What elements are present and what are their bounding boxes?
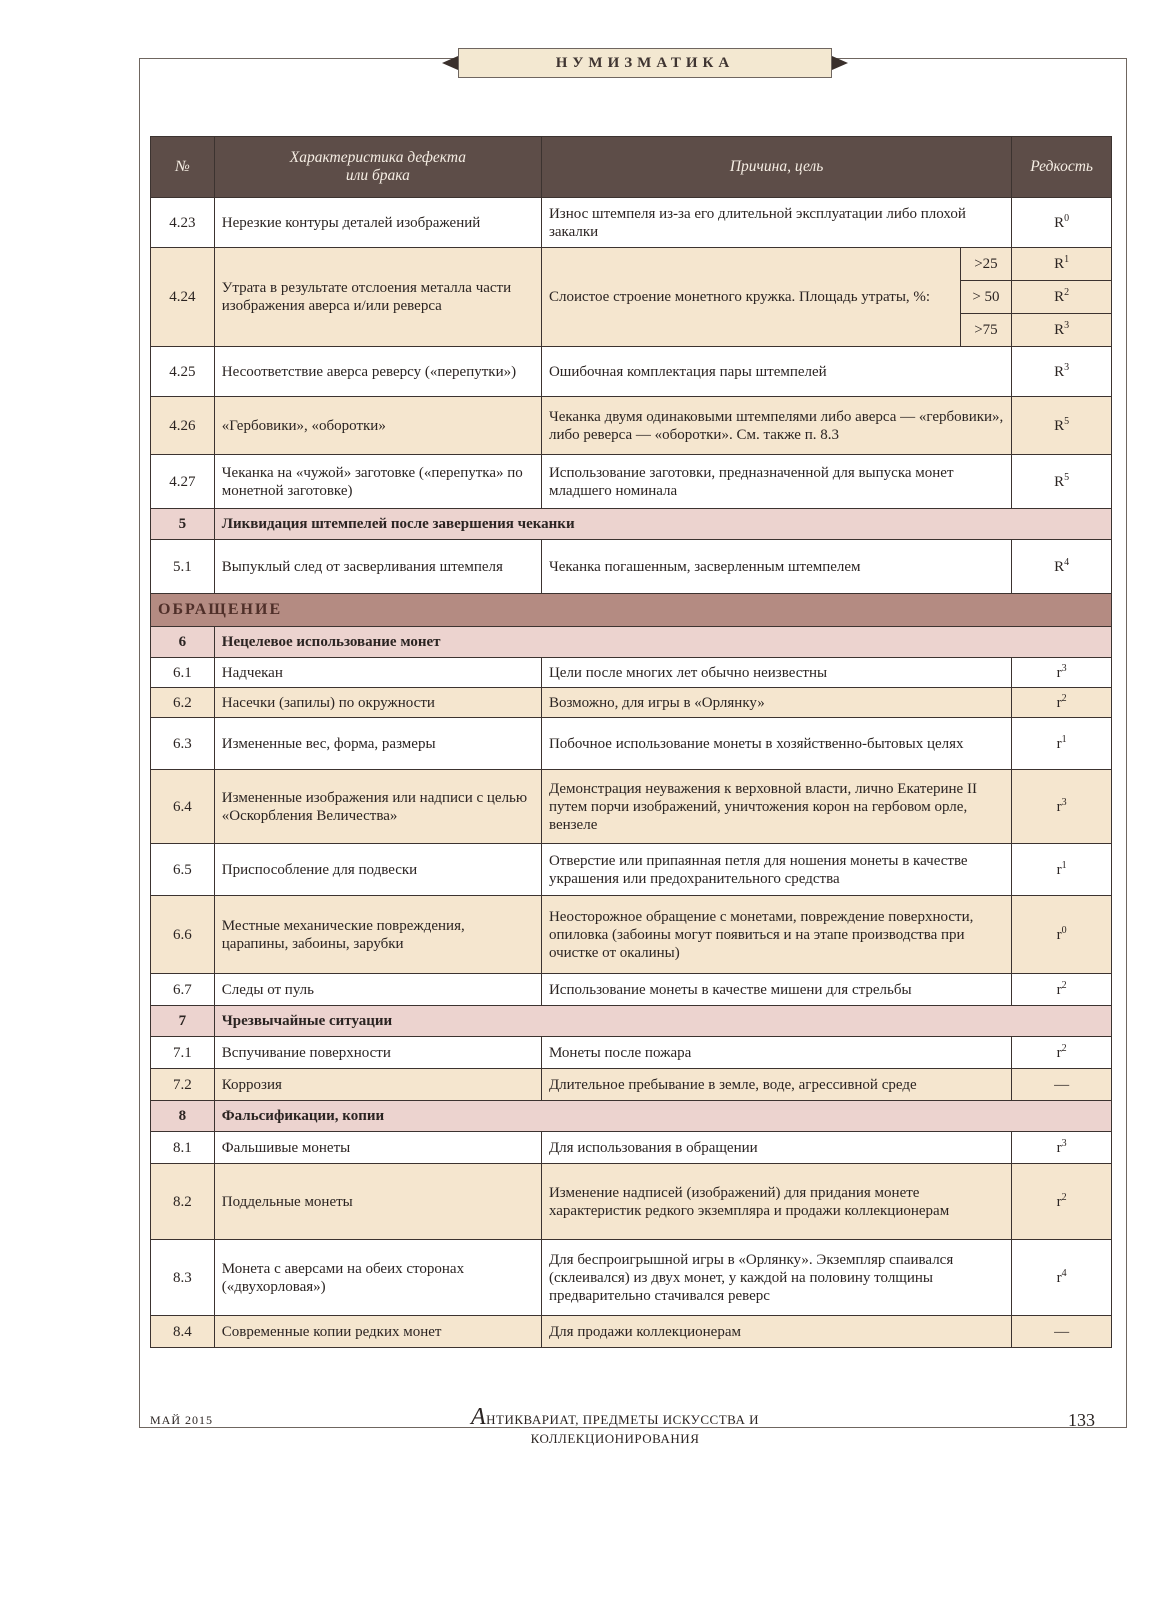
defect-text: Измененные изображения или надписи с целью «Оскорбления Величества» [214,770,541,844]
group-row [151,627,1112,658]
table-row [151,718,1112,770]
rarity-value: $R^0$ [1012,198,1112,248]
table-row [151,974,1112,1006]
row-number: 4.24 [151,248,215,347]
table-row [151,896,1112,974]
cause-text: Для использования в обращении [541,1132,1011,1164]
rarity-value: $r^0$ [1012,896,1112,974]
page-number: 133 [1068,1410,1095,1430]
table-row [151,1037,1112,1069]
cause-text: Использование монеты в качестве мишени для стрельбы [541,974,1011,1006]
cause-text: Побочное использование монеты в хозяйственно-бытовых целях [541,718,1011,770]
row-number: 7.1 [151,1037,215,1069]
group-row [151,1006,1112,1037]
table-row [151,1132,1112,1164]
section-tag-right-arrow-icon [832,56,848,70]
rarity-value: $r^2$ [1012,974,1112,1006]
cause-text: Для продажи коллекционерам [541,1316,1011,1348]
table-row [151,1240,1112,1316]
row-number: 5.1 [151,540,215,594]
defect-text: Измененные вес, форма, размеры [214,718,541,770]
cause-text: Ошибочная комплектация пары штемпелей [541,347,1011,397]
rarity-value: $r^4$ [1012,1240,1112,1316]
cause-text: Монеты после пожара [541,1037,1011,1069]
table-row [151,198,1112,248]
row-number: 4.23 [151,198,215,248]
defect-text: Фальшивые монеты [214,1132,541,1164]
issue-date: МАЙ 2015 [150,1413,214,1427]
magazine-title: АНТИКВАРИАТ, ПРЕДМЕТЫ ИСКУССТВА И КОЛЛЕКЦИОНИРОВАНИЯ [470,1404,760,1446]
rarity-value: $r^1$ [1012,718,1112,770]
defect-text: Выпуклый след от засверливания штемпеля [214,540,541,594]
col-header-num: № [151,137,215,198]
rarity-value: — [1012,1316,1112,1348]
group-row [151,509,1112,540]
group-title: Фальсификации, копии [214,1101,1111,1132]
defect-text: Следы от пуль [214,974,541,1006]
part-row [151,594,1112,627]
defect-text: Вспучивание поверхности [214,1037,541,1069]
table-row [151,397,1112,455]
defect-text: Приспособление для подвески [214,844,541,896]
rarity-value: $r^1$ [1012,844,1112,896]
defect-text: Чеканка на «чужой» заготовке («перепутка» по монетной заготовке) [214,455,541,509]
rarity-value: $r^2$ [1012,1037,1112,1069]
defect-text: Местные механические повреждения, царапины, забоины, зарубки [214,896,541,974]
cause-text: Износ штемпеля из-за его длительной эксплуатации либо плохой закалки [541,198,1011,248]
defect-text: Надчекан [214,658,541,688]
defect-text: Современные копии редких монет [214,1316,541,1348]
group-title: Нецелевое использование монет [214,627,1111,658]
table-row [151,844,1112,896]
row-number: 8.2 [151,1164,215,1240]
row-number: 8.1 [151,1132,215,1164]
table-row [151,770,1112,844]
cause-text: Неосторожное обращение с монетами, повреждение поверхности, опиловка (забоины могут появиться и на этапе производства при очистке от окалины) [541,896,1011,974]
rarity-value: $r^3$ [1012,1132,1112,1164]
defects-table [150,136,1112,1348]
row-number: 8.4 [151,1316,215,1348]
area-threshold: > 50 [960,281,1011,314]
rarity-value: $R^1$ [1012,248,1112,281]
table-header-row [151,137,1112,198]
group-number: 5 [151,509,215,540]
row-number: 6.2 [151,688,215,718]
rarity-value: $R^5$ [1012,397,1112,455]
row-number: 6.1 [151,658,215,688]
defect-text: Монета с аверсами на обеих сторонах («двухорловая») [214,1240,541,1316]
row-number: 6.6 [151,896,215,974]
rarity-value: $R^2$ [1012,281,1112,314]
rarity-value: $R^3$ [1012,347,1112,397]
defect-text: Поддельные монеты [214,1164,541,1240]
group-number: 8 [151,1101,215,1132]
part-title: ОБРАЩЕНИЕ [151,594,1112,627]
group-number: 7 [151,1006,215,1037]
cause-text: Длительное пребывание в земле, воде, агрессивной среде [541,1069,1011,1101]
group-number: 6 [151,627,215,658]
col-header-defect: Характеристика дефекта или брака [214,137,541,198]
row-number: 4.25 [151,347,215,397]
cause-text: Изменение надписей (изображений) для придания монете характеристик редкого экземпляра и продажи коллекционерам [541,1164,1011,1240]
cause-text: Чеканка двумя одинаковыми штемпелями либо аверса — «гербовики», либо реверса — «оборотки». См. также п. 8.3 [541,397,1011,455]
defect-text: Нерезкие контуры деталей изображений [214,198,541,248]
rarity-value: $R^4$ [1012,540,1112,594]
table-row [151,248,1112,281]
area-threshold: >25 [960,248,1011,281]
rarity-value: — [1012,1069,1112,1101]
col-header-cause: Причина, цель [541,137,1011,198]
section-tag-left-arrow-icon [442,56,458,70]
defect-text: Утрата в результате отслоения металла части изображения аверса и/или реверса [214,248,541,347]
table-row [151,455,1112,509]
cause-text: Для беспроигрышной игры в «Орлянку». Экземпляр спаивался (склеивался) из двух монет, у каждой на половину толщины предварительно стачивался реверс [541,1240,1011,1316]
cause-text: Отверстие или припаянная петля для ношения монеты в качестве украшения или предохранительного средства [541,844,1011,896]
group-row [151,1101,1112,1132]
table-row [151,1164,1112,1240]
table-row [151,1316,1112,1348]
row-number: 6.7 [151,974,215,1006]
defect-text: Несоответствие аверса реверсу («перепутки») [214,347,541,397]
defect-text: Насечки (запилы) по окружности [214,688,541,718]
row-number: 4.27 [151,455,215,509]
row-number: 7.2 [151,1069,215,1101]
defect-text: «Гербовики», «оборотки» [214,397,541,455]
row-number: 6.5 [151,844,215,896]
table-row [151,658,1112,688]
cause-text: Демонстрация неуважения к верховной власти, лично Екатерине II путем порчи изображений, уничтожения корон на гербовом орле, вензеле [541,770,1011,844]
cause-text: Использование заготовки, предназначенной для выпуска монет младшего номинала [541,455,1011,509]
group-title: Ликвидация штемпелей после завершения чеканки [214,509,1111,540]
row-number: 6.4 [151,770,215,844]
section-tag: НУМИЗМАТИКА [458,48,832,78]
table-row [151,1069,1112,1101]
cause-text: Чеканка погашенным, засверленным штемпелем [541,540,1011,594]
table-row [151,540,1112,594]
rarity-value: $R^5$ [1012,455,1112,509]
rarity-value: $r^2$ [1012,1164,1112,1240]
cause-text: Цели после многих лет обычно неизвестны [541,658,1011,688]
table-row [151,347,1112,397]
cause-text: Слоистое строение монетного кружка. Площадь утраты, %: [541,248,960,347]
rarity-value: $r^2$ [1012,688,1112,718]
row-number: 8.3 [151,1240,215,1316]
rarity-value: $R^3$ [1012,314,1112,347]
area-threshold: >75 [960,314,1011,347]
rarity-value: $r^3$ [1012,770,1112,844]
defect-text: Коррозия [214,1069,541,1101]
row-number: 4.26 [151,397,215,455]
group-title: Чрезвычайные ситуации [214,1006,1111,1037]
cause-text: Возможно, для игры в «Орлянку» [541,688,1011,718]
col-header-rarity: Редкость [1012,137,1112,198]
table-row [151,688,1112,718]
row-number: 6.3 [151,718,215,770]
rarity-value: $r^3$ [1012,658,1112,688]
